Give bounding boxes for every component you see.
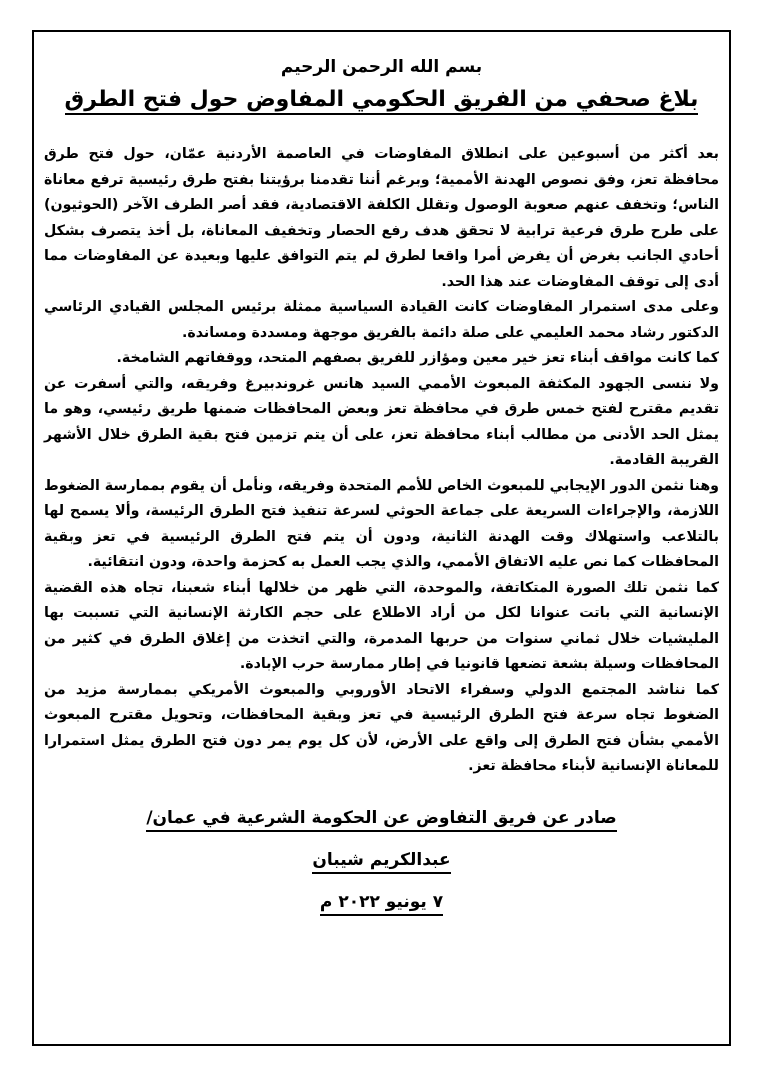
paragraph-appeal: كما نناشد المجتمع الدولي وسفراء الاتحاد الأوروبي والمبعوث الأمريكي بممارسة مزيد من الضغوط تجاه سرعة فتح الطرق الرئيسية في تعز وبقية المحافظات، وتحويل مقترح المبعوث الأممي بشأن فتح الطرق إلى واقع على الأرض، لأن كل يوم يمر دون فتح الطرق يمثل استمرارا للمعاناة الإنسانية لأبناء محافظة تعز. (44, 681, 719, 774)
paragraph-un-envoy-efforts: ولا ننسى الجهود المكثفة المبعوث الأممي السيد هانس غروندبيرغ وفريقه، والتي أسفرت عن تقديم مقترح لفتح خمس طرق في محافظة تعز وبعض المحافظات ضمنها طريق رئيسي، وهو ما يمثل الحد الأدنى من مطالب أبناء محافظة تعز، على أن يتم تزمين فتح بقية الطرق خلال الأشهر القريبة القادمة. (44, 375, 719, 468)
signatory-name: عبدالكريم شيبان (312, 850, 450, 874)
document-title-text: بلاغ صحفي من الفريق الحكومي المفاوض حول فتح الطرق (65, 87, 699, 115)
paragraph-negotiations: بعد أكثر من أسبوعين على انطلاق المفاوضات في العاصمة الأردنية عمّان، حول فتح طرق محافظة تعز، وفق نصوص الهدنة الأممية؛ وبرغم أننا تقدمنا برؤيتنا بفتح طرق رئيسية ترفع معاناة الناس؛ وتخفف عنهم صعوبة الوصول وتقلل الكلفة الاقتصادية، فقد أصر الطرف الآخر (الحوثيون) على طرح طرق فرعية ترابية لا تحقق هدف رفع الحصار وتخفيف المعاناة، بل أخذ يتصرف بشكل أحادي الجانب بغرض أن يفرض أمرا واقعا لطرق لم يتم التوافق عليها وبعيدة عن المفاوضات مما أدى إلى توقف المفاوضات عند هذا الحد. (44, 146, 719, 290)
signatory-line (44, 848, 719, 872)
basmala-heading: بسم الله الرحمن الرحيم (280, 57, 483, 77)
press-release (44, 44, 719, 932)
issuer-text: صادر عن فريق التفاوض عن الحكومة الشرعية في عمان/ (146, 808, 616, 832)
document-title (44, 84, 719, 116)
paragraph-leadership: وعلى مدى استمرار المفاوضات كانت القيادة السياسية ممثلة برئيس المجلس القيادي الرئاسي الدكتور رشاد محمد العليمي على صلة دائمة بالفريق موجهة ومسددة ومساندة. (44, 299, 719, 341)
issuer-line (44, 806, 719, 830)
issue-date: ٧ يونيو ٢٠٢٢ م (320, 892, 443, 916)
paragraph-un-role: وهنا نثمن الدور الإيجابي للمبعوث الخاص للأمم المتحدة وفريقه، ونأمل أن يقوم بممارسة الضغوط اللازمة، والإجراءات السريعة على جماعة الحوثي لسرعة تنفيذ فتح الطرق الرئيسة، وألا يسمح لها بالتلاعب واستهلاك وقت الهدنة الثانية، ودون أن يتم فتح الطرق الرئيسية في تعز وبقية المحافظات كما نص عليه الاتفاق الأممي، والذي يجب العمل به كحزمة واحدة، ودون انتقائية. (44, 477, 719, 570)
paragraph-unity: كما نثمن تلك الصورة المتكاتفة، والموحدة، التي ظهر من خلالها أبناء شعبنا، تجاه هذه القضية الإنسانية التي باتت عنوانا لكل من أراد الاطلاع على حجم الكارثة الإنسانية التي تسببت بها المليشيات خلال ثماني سنوات من حربها المدمرة، والتي اتخذت من إغلاق الطرق في كثير من المحافظات وسيلة بشعة تضعها قانونيا في إطار ممارسة حرب الإبادة. (44, 579, 719, 672)
date-line (44, 890, 719, 914)
signature-block (44, 806, 719, 914)
paragraph-taiz-support: كما كانت مواقف أبناء تعز خير معين ومؤازر للفريق بصفهم المتحد، ووقفاتهم الشامخة. (116, 350, 719, 366)
